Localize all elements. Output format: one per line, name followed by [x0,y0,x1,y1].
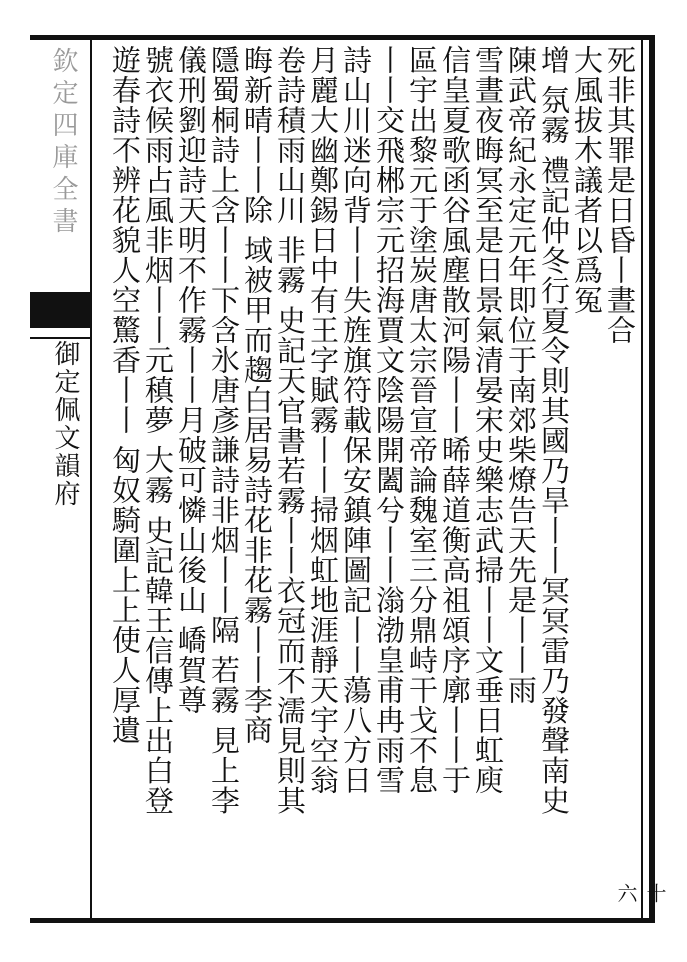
text-column: 號衣候雨占風非烟丨丨元稹夢 大霧 史記韓王信傳上出白登 [141,45,175,816]
text-column: 晦新晴丨丨除 域被甲而趨白居易詩花非花霧丨丨李商 [240,45,274,746]
gutter-rule [30,337,90,339]
text-column: 信皇夏歌函谷風塵散河陽丨丨晞薛道衡高祖頌序廓丨丨于 [438,45,472,795]
text-body [100,45,667,915]
top-rule [30,35,655,40]
page-number: 十六 [614,883,667,903]
right-inner-border [641,35,643,923]
text-column: 增 氛霧 禮記仲冬行夏令則其國乃旱丨丨冥冥雷乃發聲南史 [537,45,571,816]
text-column: 卷詩積雨山川 非霧 史記天官書若霧丨丨衣冠而不濡見則其 [273,45,307,816]
page-frame [30,35,667,923]
text-column: 區宇出黎元于塗炭唐太宗晉宣帝論魏室三分鼎峙干戈不息 [405,45,439,795]
text-column: 詩山川迷向背丨丨失旌旗符載保安鎮陣圖記丨丨蕩八方日 [339,45,373,795]
text-column: 大風拔木議者以爲冤 [570,45,604,315]
gutter-divider [90,35,92,923]
text-column: 陳武帝紀永定元年即位于南郊柴燎告天先是丨丨雨 [504,45,538,705]
text-column: 雪晝夜晦冥至是日景氣清晏宋史樂志武掃丨丨文垂日虹庾 [471,45,505,795]
book-title: 御定佩文韻府 [50,340,80,508]
text-column: 月麗大幽鄭錫日中有王字賦霧丨丨掃烟虹地涯靜天宇空翁 [306,45,340,795]
book-gutter [30,35,90,923]
text-column: 隱蜀桐詩上含丨丨下含氷唐彥謙詩非烟丨丨隔 若霧 見上李 [207,45,241,816]
right-border [649,35,655,923]
text-column: 儀刑劉迎詩天明不作霧丨丨月破可憐山後山 嶠賀尊 [174,45,208,716]
fishtail-mark [30,292,90,328]
bottom-rule [30,918,655,923]
text-column: 死非其罪是日昏丨晝合 [603,45,637,345]
text-column: 遊春詩不辨花貌人空驚香丨丨 匈奴騎圍上上使人厚遺 [108,45,142,746]
text-column: 丨丨交飛郴宗元招海賈文陰陽開闔兮丨丨滃渤皇甫冉雨雪 [372,45,406,795]
gutter-header-text: 欽定四庫全書 [48,47,78,239]
